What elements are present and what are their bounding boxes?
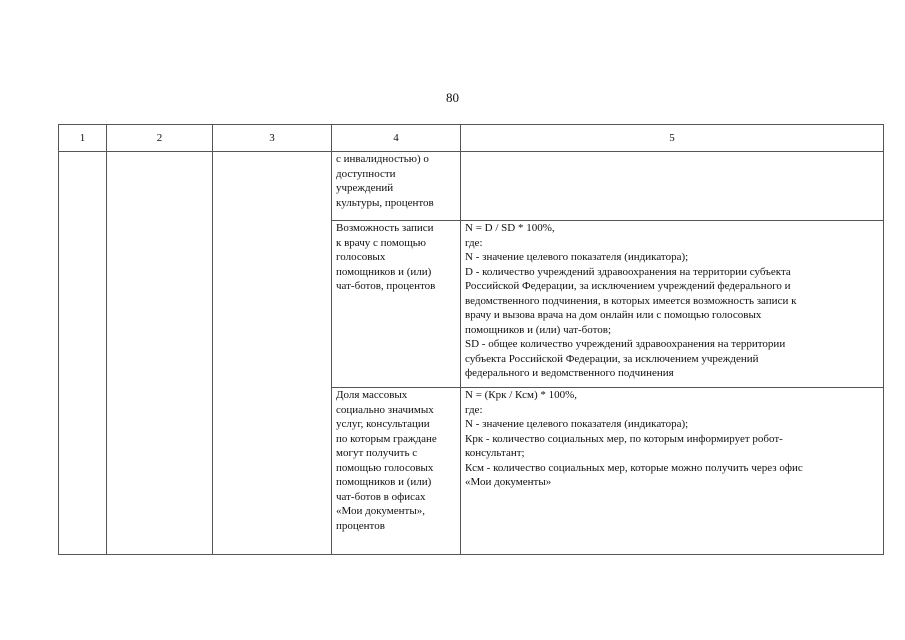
table-header-row xyxy=(59,125,884,152)
indicator-name-line: с инвалидностью) о xyxy=(336,153,429,165)
indicator-name-cell xyxy=(332,388,461,555)
formula-line: D - количество учреждений здравоохранения на территории субъекта xyxy=(465,265,791,278)
formula-line: федерального и ведомственного подчинения xyxy=(465,367,674,379)
column-header-1: 1 xyxy=(59,125,107,152)
indicator-name-line: помощью голосовых xyxy=(336,461,434,474)
indicator-name-line: помощников и (или) xyxy=(336,265,432,278)
formula-cell xyxy=(461,152,884,221)
indicator-name-line: могут получить с xyxy=(336,447,418,459)
formula-line: Крк - количество социальных мер, по которым информирует робот- xyxy=(465,432,783,445)
formula-line: Российской Федерации, за исключением учреждений федерального и xyxy=(465,280,791,292)
formula-line: консультант; xyxy=(465,447,525,459)
indicator-name-line: учреждений xyxy=(336,182,394,194)
formula-cell xyxy=(461,221,884,388)
indicator-name-line: «Мои документы», xyxy=(336,505,425,517)
column-header-2: 2 xyxy=(107,125,213,152)
indicator-name-line: социально значимых xyxy=(336,403,434,416)
formula-line: где: xyxy=(465,236,483,249)
indicator-name-line: чат-ботов, процентов xyxy=(336,280,436,292)
formula-line: N = (Крк / Ксм) * 100%, xyxy=(465,389,578,401)
indicator-name-line: помощников и (или) xyxy=(336,476,432,488)
indicator-name-cell xyxy=(332,152,461,221)
indicator-name-line: процентов xyxy=(336,519,385,532)
cell-col3-empty xyxy=(213,152,332,555)
indicator-name-line: Возможность записи xyxy=(336,222,434,234)
formula-line: N - значение целевого показателя (индикатора); xyxy=(465,251,689,263)
cell-col1-empty xyxy=(59,152,107,555)
formula-line: N = D / SD * 100%, xyxy=(465,222,555,234)
indicator-table xyxy=(58,124,884,555)
indicator-name-line: доступности xyxy=(336,167,396,180)
page-number: 80 xyxy=(446,90,459,105)
indicator-name-line: голосовых xyxy=(336,251,386,263)
indicator-name-line: услуг, консультации xyxy=(336,418,430,430)
table-row xyxy=(59,152,884,221)
column-header-5: 5 xyxy=(461,125,884,152)
formula-line: субъекта Российской Федерации, за исключением учреждений xyxy=(465,352,759,365)
indicator-name-line: к врачу с помощью xyxy=(336,236,426,249)
formula-line: помощников и (или) чат-ботов; xyxy=(465,323,612,336)
column-header-4: 4 xyxy=(332,125,461,152)
formula-line: «Мои документы» xyxy=(465,476,552,488)
indicator-name-line: культуры, процентов xyxy=(336,196,434,209)
column-header-3: 3 xyxy=(213,125,332,152)
indicator-name-cell xyxy=(332,221,461,388)
indicator-name-line: по которым граждане xyxy=(336,432,437,445)
formula-line: врачу и вызова врача на дом онлайн или с помощью голосовых xyxy=(465,309,762,321)
formula-line: N - значение целевого показателя (индикатора); xyxy=(465,418,689,430)
indicator-name-line: Доля массовых xyxy=(336,389,408,401)
formula-cell xyxy=(461,388,884,555)
formula-line: ведомственного подчинения, в которых имеется возможность записи к xyxy=(465,294,797,307)
cell-col2-empty xyxy=(107,152,213,555)
formula-line: где: xyxy=(465,403,483,416)
formula-line: Ксм - количество социальных мер, которые можно получить через офис xyxy=(465,461,803,474)
formula-line: SD - общее количество учреждений здравоохранения на территории xyxy=(465,338,786,350)
indicator-name-line: чат-ботов в офисах xyxy=(336,490,426,503)
